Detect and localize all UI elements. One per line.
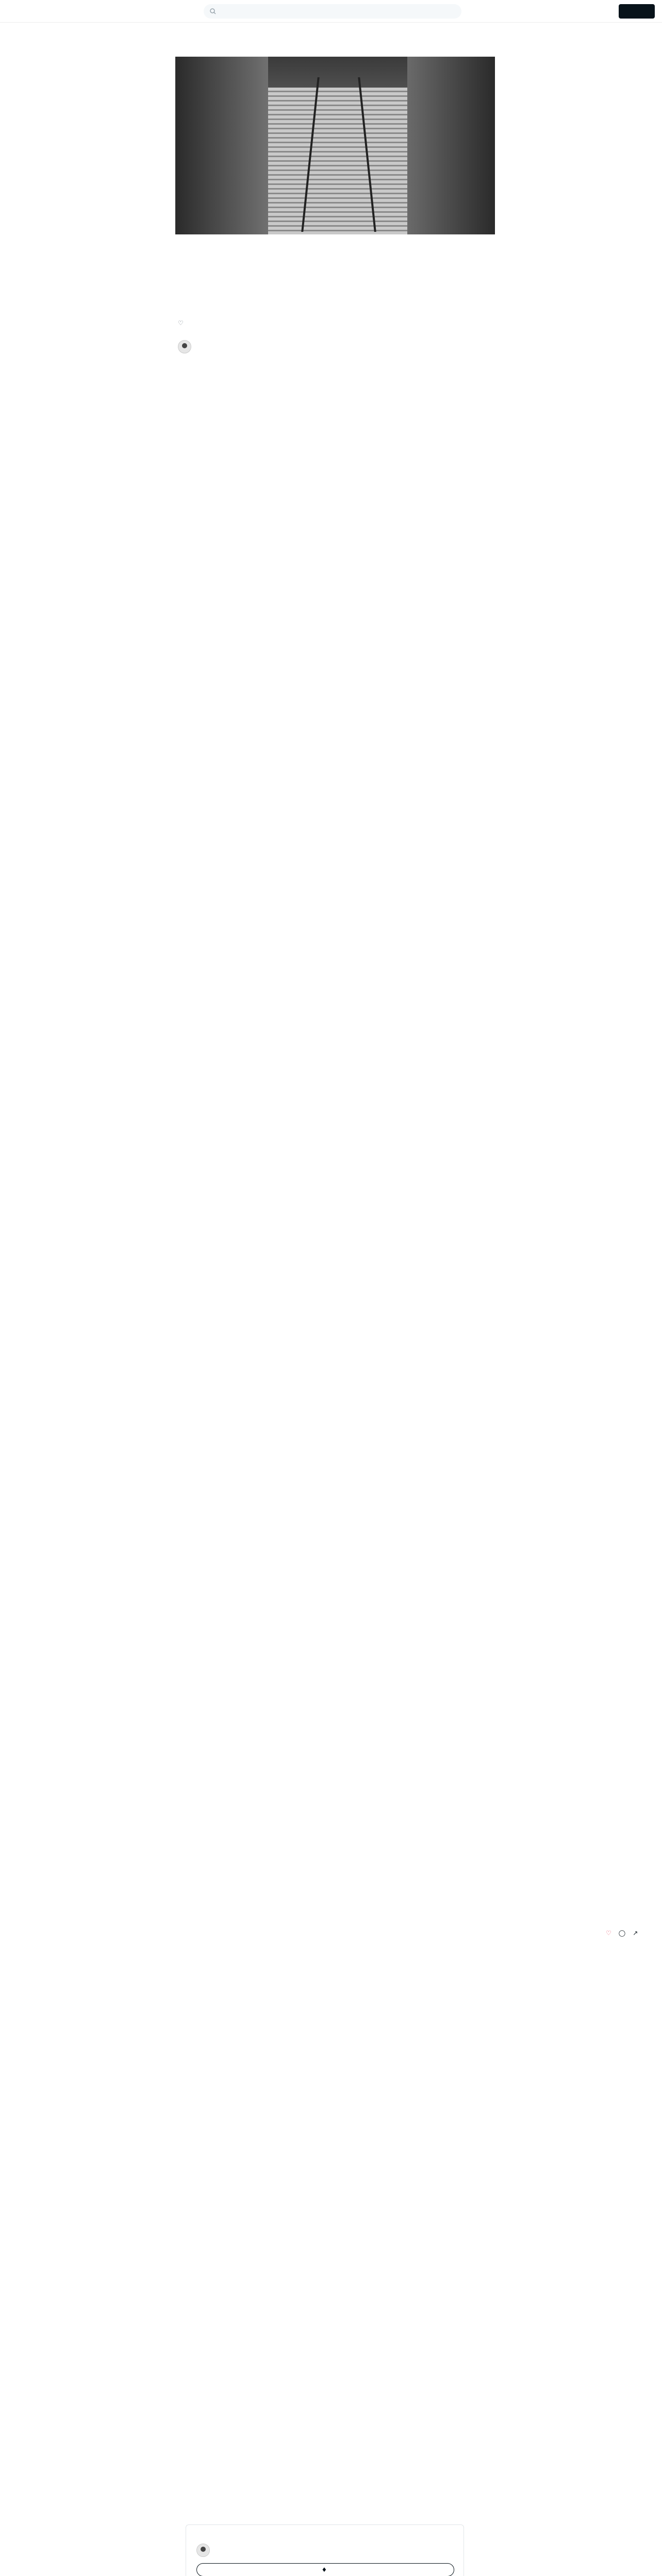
search-input[interactable] xyxy=(204,4,461,19)
heart-icon[interactable]: ♡ xyxy=(606,1929,611,1937)
tip-icon: ♦ xyxy=(321,2566,329,2573)
tip-button[interactable] xyxy=(196,2563,454,2576)
article-author[interactable] xyxy=(178,340,195,353)
tip-box xyxy=(186,2524,464,2576)
heart-icon[interactable]: ♡ xyxy=(178,319,184,327)
signup-button[interactable] xyxy=(619,4,655,19)
comment-icon[interactable]: ◯ xyxy=(618,1929,626,1937)
avatar[interactable] xyxy=(178,340,191,353)
site-header xyxy=(0,0,662,23)
avatar xyxy=(196,2544,210,2557)
article-like-count xyxy=(178,319,189,327)
hero-image xyxy=(175,57,495,234)
floating-actions xyxy=(606,1929,638,1937)
share-icon[interactable]: ↗ xyxy=(633,1929,638,1937)
search-icon xyxy=(210,8,216,14)
tip-user xyxy=(196,2544,214,2557)
